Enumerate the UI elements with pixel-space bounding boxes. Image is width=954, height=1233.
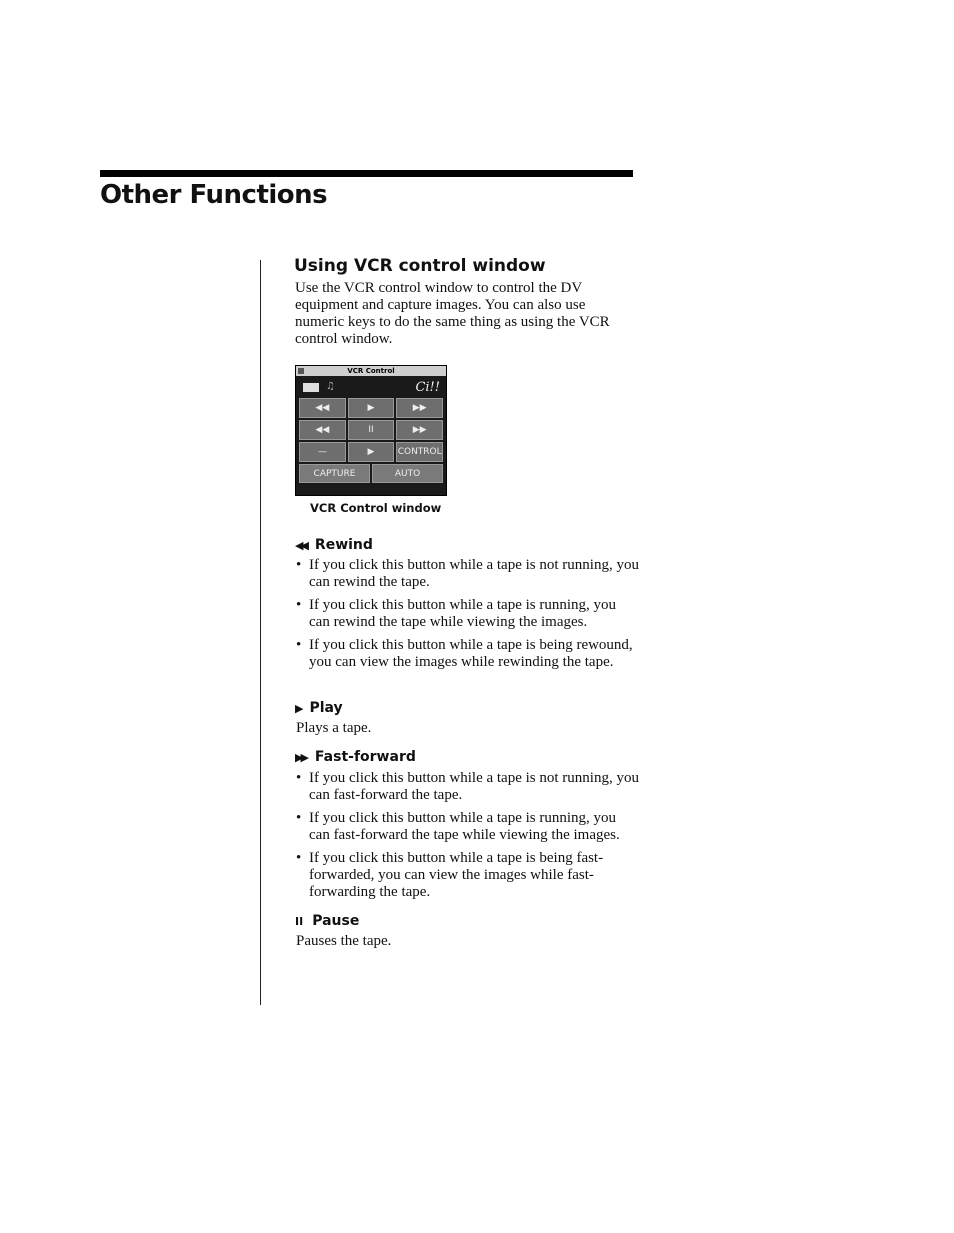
vcr-button-row bbox=[296, 420, 446, 440]
page-title: Other Functions bbox=[100, 180, 328, 210]
vcr-fast-forward-alt-button[interactable]: ▶▶ bbox=[396, 420, 443, 440]
pause-heading bbox=[295, 913, 359, 929]
play-heading-label: Play bbox=[309, 700, 343, 716]
vcr-control-window-figure bbox=[295, 365, 447, 496]
cassette-icon bbox=[303, 383, 319, 392]
column-divider bbox=[260, 260, 261, 1005]
fast-forward-icon: ▶▶ bbox=[295, 750, 306, 764]
vcr-titlebar bbox=[296, 366, 446, 376]
pause-heading-label: Pause bbox=[312, 913, 360, 929]
fast-forward-bullet-list bbox=[295, 770, 640, 907]
fast-forward-heading bbox=[295, 749, 416, 765]
rewind-icon: ◀◀ bbox=[295, 538, 306, 552]
vcr-fast-forward-button[interactable]: ▶▶ bbox=[396, 398, 443, 418]
rewind-bullet-list bbox=[295, 557, 640, 677]
vcr-rewind-alt-button[interactable]: ◀◀ bbox=[299, 420, 346, 440]
vcr-button-row bbox=[296, 398, 446, 418]
vcr-logo: Ci!! bbox=[415, 380, 440, 395]
title-rule bbox=[100, 170, 633, 177]
vcr-rewind-button[interactable]: ◀◀ bbox=[299, 398, 346, 418]
pause-description: Pauses the tape. bbox=[296, 933, 392, 949]
fast-forward-heading-label: Fast-forward bbox=[314, 749, 416, 765]
vcr-status-area bbox=[296, 376, 446, 398]
vcr-window-title: VCR Control bbox=[347, 367, 395, 375]
microphone-icon: ♫ bbox=[326, 381, 335, 392]
play-description: Plays a tape. bbox=[296, 720, 372, 736]
list-item: • If you click this button while a tape is running, you can rewind the tape while viewing the images. bbox=[295, 597, 640, 631]
list-item: • If you click this button while a tape is not running, you can rewind the tape. bbox=[295, 557, 640, 591]
vcr-pause-button[interactable]: II bbox=[348, 420, 395, 440]
vcr-auto-button[interactable]: AUTO bbox=[372, 464, 443, 483]
close-box-icon bbox=[298, 368, 304, 374]
vcr-capture-button[interactable]: CAPTURE bbox=[299, 464, 370, 483]
intro-paragraph: Use the VCR control window to control the DV equipment and capture images. You can also use numeric keys to do the same thing as using the VCR control window. bbox=[295, 280, 610, 347]
play-heading bbox=[295, 700, 343, 716]
list-item: • If you click this button while a tape is being rewound, you can view the images while rewinding the tape. bbox=[295, 637, 640, 671]
section-title: Using VCR control window bbox=[294, 256, 546, 276]
vcr-stop-button[interactable]: — bbox=[299, 442, 346, 462]
vcr-control-button[interactable]: CONTROL bbox=[396, 442, 443, 462]
figure-caption: VCR Control window bbox=[310, 501, 442, 515]
rewind-heading bbox=[295, 537, 373, 553]
vcr-button-row bbox=[296, 464, 446, 483]
list-item: • If you click this button while a tape is being fast-forwarded, you can view the images while fast-forwarding the tape. bbox=[295, 850, 640, 901]
vcr-button-row bbox=[296, 442, 446, 462]
list-item: • If you click this button while a tape is not running, you can fast-forward the tape. bbox=[295, 770, 640, 804]
rewind-heading-label: Rewind bbox=[314, 537, 373, 553]
list-item: • If you click this button while a tape is running, you can fast-forward the tape while viewing the images. bbox=[295, 810, 640, 844]
pause-icon: II bbox=[295, 914, 304, 928]
vcr-play-button[interactable]: ▶ bbox=[348, 398, 395, 418]
vcr-slow-button[interactable]: ▶ bbox=[348, 442, 395, 462]
play-icon: ▶ bbox=[295, 701, 301, 715]
